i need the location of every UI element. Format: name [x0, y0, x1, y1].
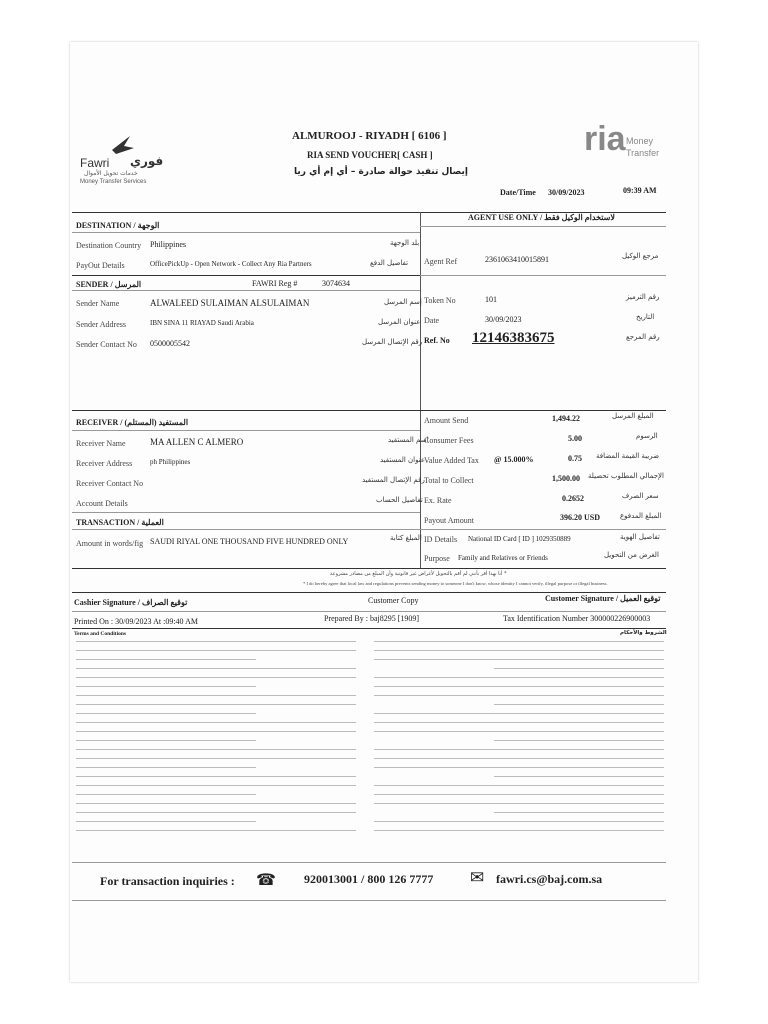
divider — [72, 592, 666, 593]
terms-line-left — [76, 650, 356, 651]
divider — [72, 290, 420, 291]
fawri-arabic: فوري — [130, 154, 164, 168]
terms-line-right — [494, 776, 664, 777]
cashier-signature: Cashier Signature / توقيع الصراف — [74, 598, 188, 607]
terms-line-right — [374, 722, 664, 723]
terms-line-left — [76, 668, 356, 669]
divider — [72, 512, 420, 513]
payout-amount-ar: المبلغ المدفوع — [620, 512, 662, 520]
sender-address-label: Sender Address — [76, 320, 126, 329]
time-value: 09:39 AM — [623, 186, 657, 195]
sender-reg-value: 3074634 — [322, 279, 350, 288]
date-value: 30/09/2023 — [548, 188, 585, 197]
prepared-by: Prepared By : baj8295 [1909] — [324, 614, 420, 623]
terms-line-left — [76, 641, 356, 642]
refno-label: Ref. No — [424, 336, 450, 345]
total-collect-value: 1,500.00 — [552, 474, 580, 483]
agent-ref-ar: مرجع الوكيل — [622, 252, 659, 260]
destination-heading: DESTINATION / الوجهة — [76, 221, 160, 230]
terms-line-right — [374, 821, 664, 822]
receiver-heading: RECEIVER / المستفيد (المستلم) — [76, 418, 189, 427]
inquiries-label: For transaction inquiries : — [100, 874, 235, 888]
fawri-mark-icon — [108, 132, 138, 156]
receiver-address-label: Receiver Address — [76, 459, 133, 468]
sender-heading: SENDER / المرسل — [76, 280, 142, 289]
agent-date-label: Date — [424, 316, 440, 325]
purpose-value: Family and Relatives or Friends — [458, 554, 548, 562]
terms-line-left — [76, 749, 356, 750]
ex-rate-value: 0.2652 — [562, 494, 584, 503]
consumer-fees-ar: الرسوم — [636, 432, 658, 440]
terms-line-left — [76, 812, 356, 813]
divider — [420, 275, 666, 276]
token-label: Token No — [424, 296, 456, 305]
tax-id: Tax Identification Number 300000226900003 — [503, 614, 651, 623]
total-collect-ar: الإجمالي المطلوب تحصيلة — [588, 472, 664, 480]
payout-details-label: PayOut Details — [76, 261, 125, 270]
terms-line-left — [76, 758, 356, 759]
ex-rate-label: Ex. Rate — [424, 496, 452, 505]
sender-contact-label: Sender Contact No — [76, 340, 137, 349]
terms-line-right — [374, 758, 664, 759]
terms-line-right — [374, 641, 664, 642]
amount-words-label: Amount in words/fig — [76, 539, 144, 548]
receiver-name-label: Receiver Name — [76, 439, 126, 448]
agent-heading: AGENT USE ONLY / لاستخدام الوكيل فقط — [468, 213, 615, 222]
terms-line-left — [76, 830, 356, 831]
amount-send-ar: المبلغ المرسل — [612, 412, 654, 420]
terms-line-left — [76, 713, 256, 714]
terms-line-right — [494, 668, 664, 669]
ria-tagline-1: Money — [626, 136, 654, 146]
terms-line-right — [494, 704, 664, 705]
sender-name-label: Sender Name — [76, 299, 120, 308]
payout-details-value: OfficePickUp - Open Network - Collect Any Ria Partners — [150, 260, 312, 268]
datetime-label: Date/Time — [500, 188, 536, 197]
divider — [72, 568, 666, 569]
terms-line-right — [374, 695, 664, 696]
divider — [72, 410, 666, 411]
terms-line-right — [374, 731, 664, 732]
email-icon: ✉ — [470, 868, 485, 887]
divider — [72, 900, 666, 901]
branch-title: ALMUROOJ - RIYADH [ 6106 ] — [292, 130, 447, 142]
voucher-subtitle: RIA SEND VOUCHER[ CASH ] — [307, 150, 433, 160]
customer-signature: Customer Signature / توقيع العميل — [545, 594, 661, 603]
sender-name-ar: إسم المرسل — [384, 298, 422, 306]
terms-line-right — [374, 785, 664, 786]
terms-line-left — [76, 659, 256, 660]
payout-amount-value: 396.20 USD — [560, 513, 601, 522]
terms-line-left — [76, 695, 356, 696]
purpose-label: Purpose — [424, 554, 450, 563]
voucher-subtitle-ar: إيصال تنفيذ حوالة صادرة – أي إم أي ريا — [294, 167, 469, 177]
terms-line-left — [76, 803, 356, 804]
sender-address-ar: عنوان المرسل — [378, 318, 421, 326]
terms-heading-ar: الشروط والأحكام — [620, 630, 667, 636]
divider — [72, 611, 666, 612]
sender-contact-value: 0500005542 — [150, 339, 190, 348]
terms-line-right — [374, 830, 664, 831]
terms-line-left — [76, 686, 256, 687]
terms-line-right — [374, 713, 664, 714]
sender-reg-label: FAWRI Reg # — [252, 279, 298, 288]
fawri-tagline: Money Transfer Services — [80, 179, 147, 185]
receiver-contact-ar: رقم الإتصال المستفيد — [362, 476, 425, 484]
terms-line-right — [494, 740, 664, 741]
email-address: fawri.cs@baj.com.sa — [496, 872, 603, 886]
printed-on: Printed On : 30/09/2023 At :09:40 AM — [74, 617, 199, 626]
refno-ar: رقم المرجع — [626, 333, 660, 341]
destination-country-ar: بلد الوجهة — [390, 239, 420, 247]
terms-heading: Terms and Conditions — [74, 631, 127, 637]
terms-line-left — [76, 794, 256, 795]
terms-line-right — [374, 803, 664, 804]
sender-address-value: IBN SINA 11 RIAYAD Saudi Arabia — [150, 319, 254, 327]
payout-details-ar: تفاصيل الدفع — [370, 259, 409, 267]
terms-line-left — [76, 704, 356, 705]
terms-line-left — [76, 785, 356, 786]
id-details-label: ID Details — [424, 535, 458, 544]
receiver-address-ar: عنوان المستفيد — [380, 456, 426, 464]
terms-line-right — [374, 659, 664, 660]
phone-number: 920013001 / 800 126 7777 — [304, 872, 434, 886]
token-value: 101 — [485, 295, 497, 304]
ria-brand: ria — [584, 120, 626, 158]
token-ar: رقم الترميز — [626, 293, 660, 301]
vat-value: 0.75 — [568, 454, 582, 463]
vat-label: Value Added Tax — [424, 456, 479, 465]
receiver-contact-label: Receiver Contact No — [76, 479, 144, 488]
terms-line-right — [374, 794, 664, 795]
receiver-name-value: MA ALLEN C ALMERO — [150, 437, 244, 447]
divider — [72, 529, 666, 530]
terms-line-left — [76, 677, 356, 678]
destination-country-label: Destination Country — [76, 241, 142, 250]
consumer-fees-label: Consumer Fees — [424, 436, 474, 445]
sender-name-value: ALWALEED SULAIMAN ALSULAIMAN — [150, 298, 310, 308]
declaration-en: * I do hereby agree that local law and regulations prevents sending money to someone I don't know, whose identity I cannot verify, illegal purpose or illegal business. — [303, 581, 608, 586]
agent-ref-label: Agent Ref — [424, 257, 458, 266]
agent-ref-value: 2361063410015891 — [485, 255, 549, 264]
terms-line-right — [374, 767, 664, 768]
center-divider — [420, 212, 421, 568]
terms-line-left — [76, 731, 356, 732]
terms-line-right — [374, 677, 664, 678]
amount-words-ar: المبلغ كتابة — [390, 534, 422, 542]
amount-send-label: Amount Send — [424, 416, 469, 425]
consumer-fees-value: 5.00 — [568, 434, 582, 443]
terms-line-right — [374, 686, 664, 687]
agent-date-value: 30/09/2023 — [485, 315, 522, 324]
divider — [72, 232, 420, 233]
ria-tagline-2: Transfer — [626, 148, 660, 158]
destination-country-value: Philippines — [150, 240, 187, 249]
terms-line-left — [76, 776, 356, 777]
vat-rate: @ 15.000% — [494, 455, 534, 464]
sender-contact-ar: رقم الإتصال المرسل — [362, 338, 423, 346]
customer-copy: Customer Copy — [368, 596, 419, 605]
id-details-ar: تفاصيل الهوية — [620, 533, 660, 541]
agent-date-ar: التاريخ — [636, 313, 655, 321]
account-details-ar: تفاصيل الحساب — [376, 496, 423, 504]
refno-value: 12146383675 — [472, 330, 555, 346]
fawri-tagline-ar: خدمات تحويل الأموال — [84, 170, 138, 177]
fawri-brand: Fawri — [80, 156, 110, 170]
amount-words-value: SAUDI RIYAL ONE THOUSAND FIVE HUNDRED ONLY — [150, 537, 349, 546]
receiver-name-ar: اسم المستفيد — [388, 436, 429, 444]
terms-line-left — [76, 821, 256, 822]
total-collect-label: Total to Collect — [424, 476, 474, 485]
vat-ar: ضريبة القيمة المضافة — [596, 452, 660, 460]
divider — [420, 226, 666, 227]
terms-line-right — [374, 749, 664, 750]
divider — [72, 430, 420, 431]
purpose-ar: الغرض من التحويل — [604, 551, 659, 559]
ex-rate-ar: سعر الصرف — [622, 492, 659, 500]
amount-send-value: 1,494.22 — [552, 414, 580, 423]
divider — [72, 628, 666, 629]
declaration-ar: * أنا بهذا أقر بأنني لم أقم بالتحويل لأغراض غير قانونية وأن المبلغ من مصادر مشروعة — [330, 571, 507, 577]
transaction-heading: TRANSACTION / العملية — [76, 518, 164, 527]
payout-amount-label: Payout Amount — [424, 516, 475, 525]
account-details-label: Account Details — [76, 499, 128, 508]
terms-line-left — [76, 740, 256, 741]
id-details-value: National ID Card [ ID ] 1029350889 — [468, 535, 571, 543]
terms-line-left — [76, 722, 356, 723]
terms-line-right — [494, 812, 664, 813]
phone-icon: ☎ — [256, 872, 276, 889]
terms-line-right — [374, 650, 664, 651]
divider — [72, 275, 420, 276]
ria-logo — [580, 120, 660, 164]
terms-line-left — [76, 767, 256, 768]
fawri-logo — [78, 132, 188, 192]
receiver-address-value: ph Philippines — [150, 458, 191, 466]
divider — [72, 862, 666, 863]
